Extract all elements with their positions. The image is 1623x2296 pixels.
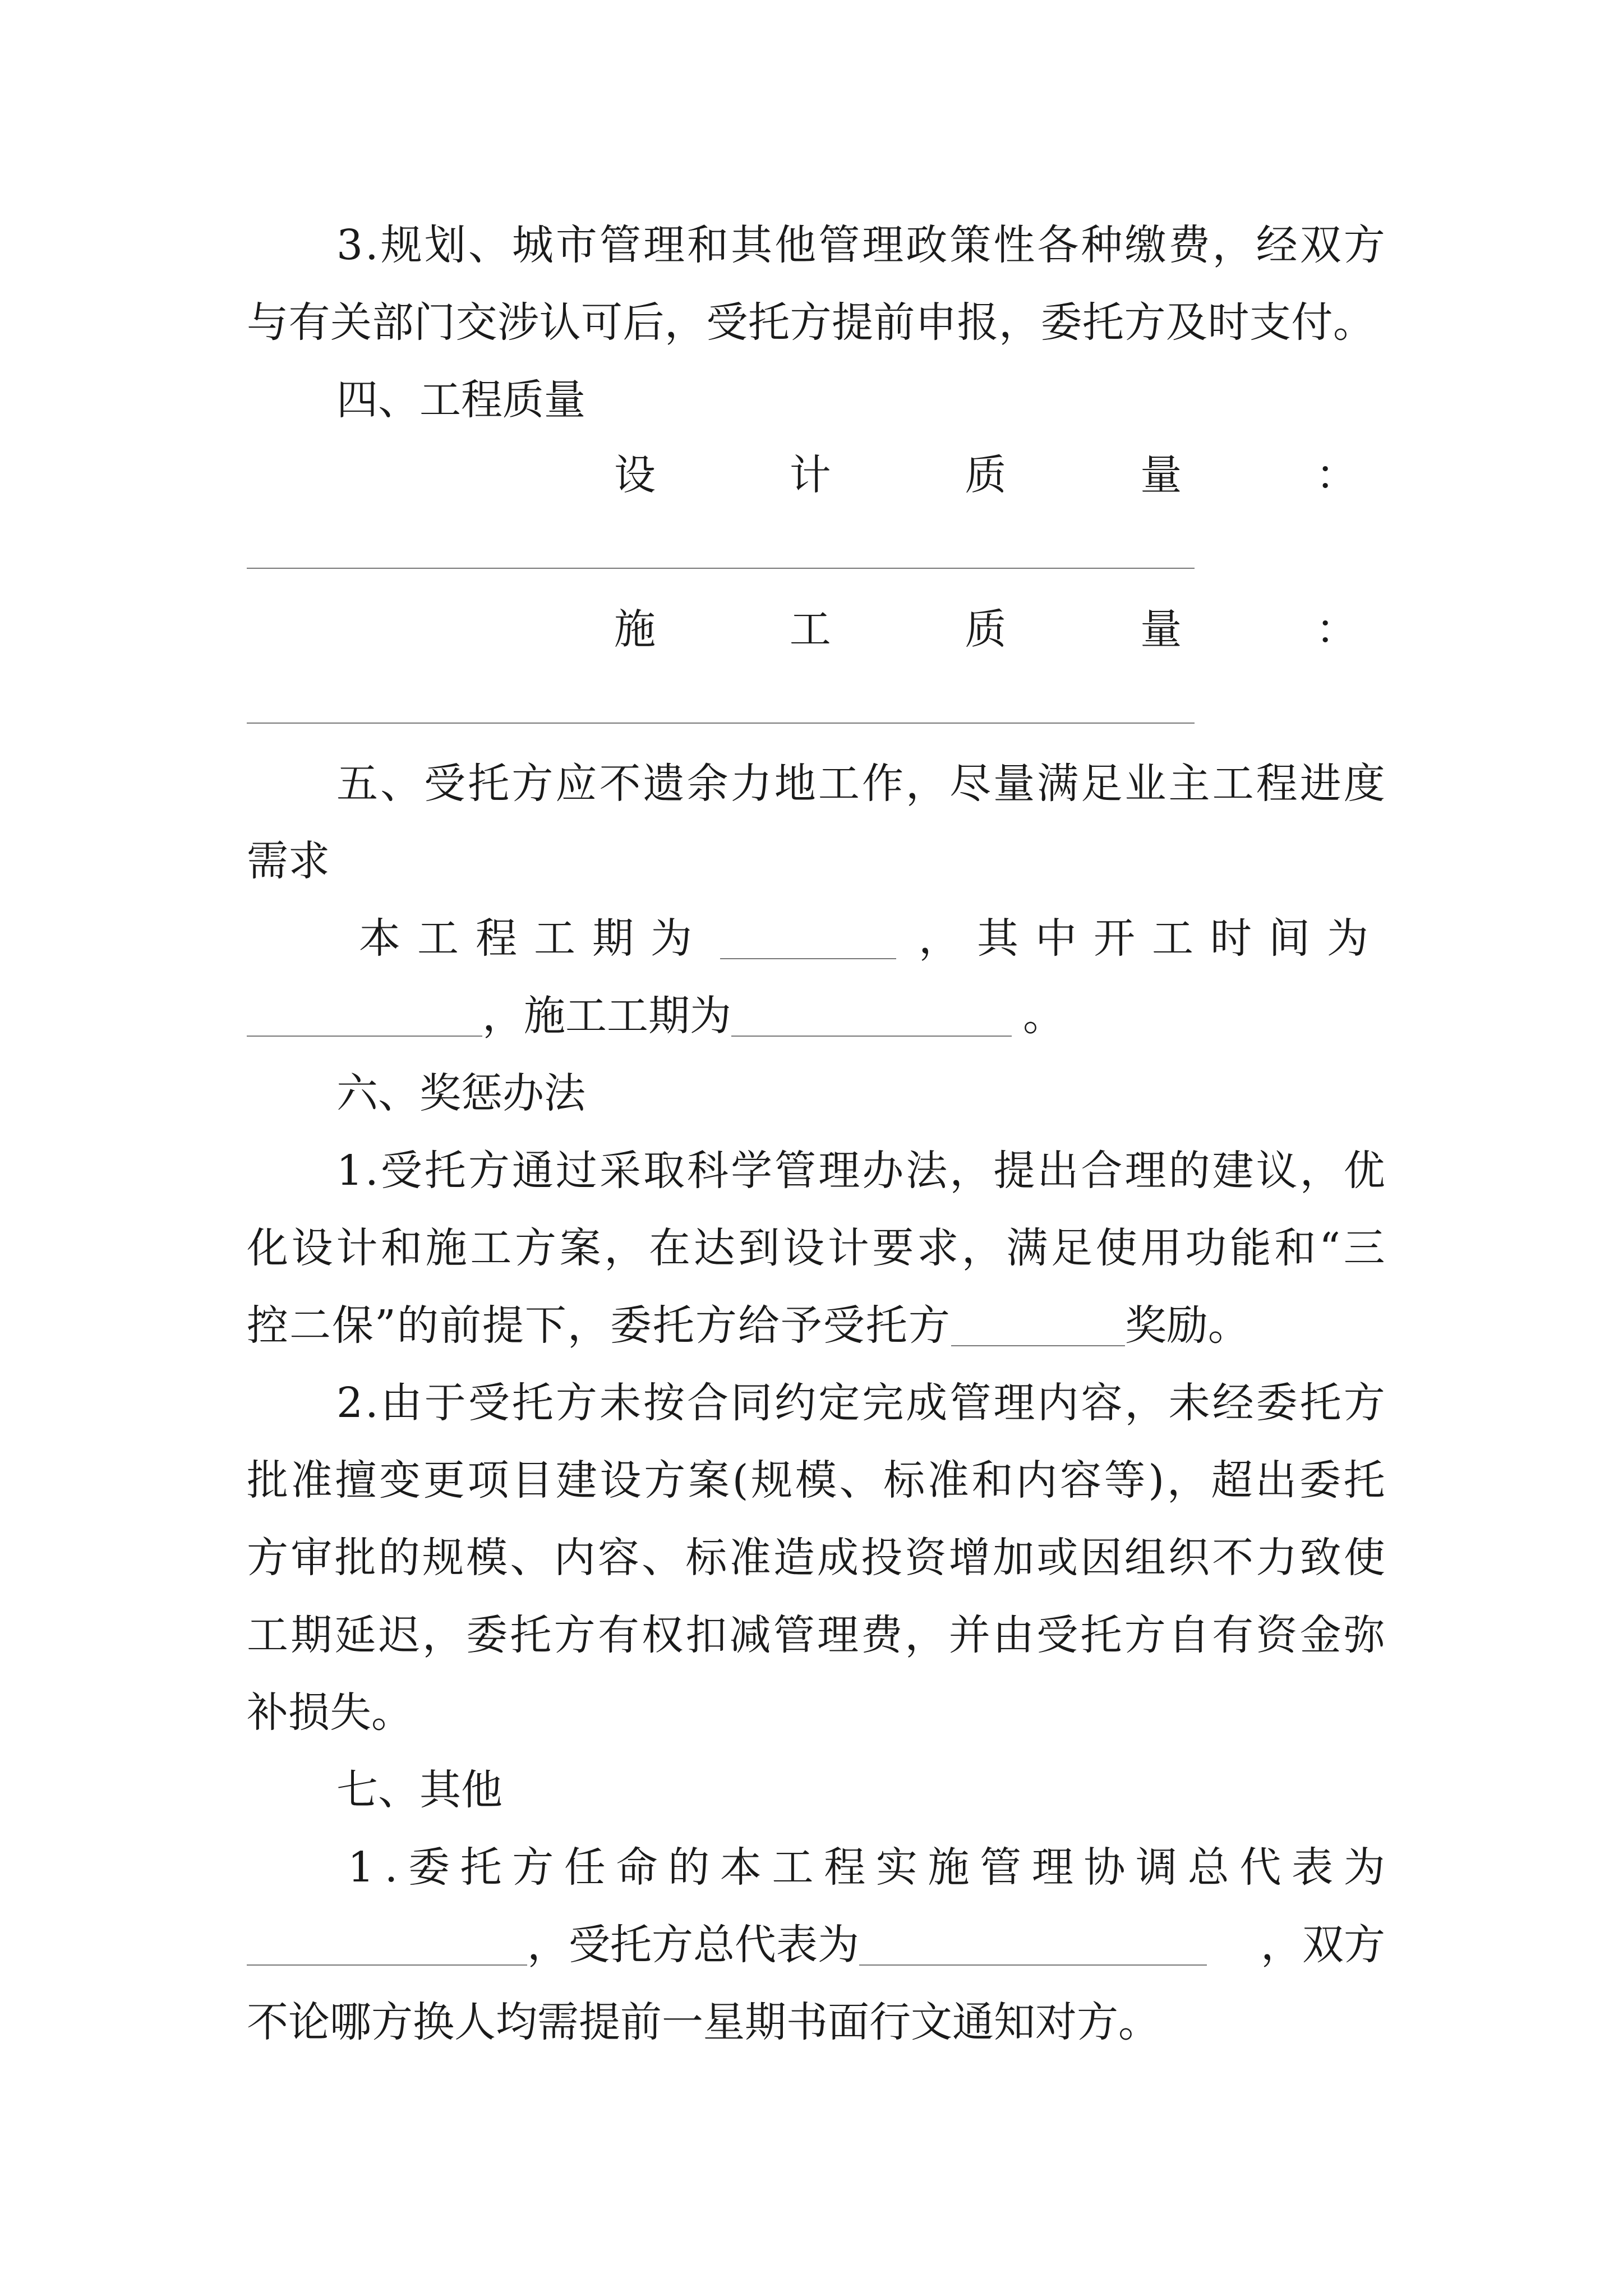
penalty-item-2-line-4: 工 期 延 迟 ， 委 托 方 有 权 扣 减 管 理 费 ， 并 由 受 托 方 自 有 资 金 弥 (247, 1611, 1385, 1659)
other-item-1-tail: ，双方 (1261, 1921, 1385, 1969)
design-quality-char: ： (1316, 451, 1357, 499)
reward-item-1-line-2: 化 设 计 和 施 工 方 案 ， 在 达 到 设 计 要 求 ， 满 足 使 用 功 能 和 “ 三 (247, 1224, 1385, 1272)
reward-text: 控二保”的前提下，委托方给予受托方 (247, 1301, 951, 1350)
penalty-item-2-line-1: 2 . 由 于 受 托 方 未 按 合 同 约 定 完 成 管 理 内 容 ， 未 经 委 托 方 (336, 1379, 1385, 1427)
design-quality-char: 计 (789, 451, 831, 499)
agent-rep-label: ，受托方总代表为 (527, 1921, 859, 1969)
reward-item-1-line-3 (247, 1301, 1249, 1350)
other-item-1-line-3: 不论哪方换人均需提前一星期书面行文通知对方。 (247, 1998, 1160, 2046)
heading-other: 七、其他 (336, 1766, 502, 1814)
penalty-item-2-line-3: 方 审 批 的 规 模 、 内 容 、 标 准 造 成 投 资 增 加 或 因 组 织 不 力 致 使 (247, 1534, 1385, 1582)
principal-rep-blank[interactable] (247, 1930, 527, 1966)
other-item-1-line-2 (247, 1921, 1385, 1969)
reward-blank[interactable] (951, 1310, 1125, 1346)
design-quality-char: 设 (614, 451, 656, 499)
construction-quality-char: 质 (965, 605, 1007, 654)
design-quality-char: 质 (965, 451, 1007, 499)
penalty-item-2-line-2: 批 准 擅 变 更 项 目 建 设 方 案 ( 规 模 、 标 准 和 内 容 等 ) ， 超 出 委 托 (247, 1456, 1385, 1504)
reward-end: 奖励。 (1124, 1301, 1249, 1350)
reward-item-1-line-1: 1 . 受 托 方 通 过 采 取 科 学 管 理 办 法 ， 提 出 合 理 的 建 议 ， 优 (336, 1147, 1385, 1195)
paragraph-schedule-line-2: 需求 (247, 837, 330, 885)
other-item-1-line-1: 1 . 委 托 方 任 命 的 本 工 程 实 施 管 理 协 调 总 代 表 为 (348, 1843, 1385, 1892)
agent-rep-blank[interactable] (859, 1930, 1207, 1966)
design-quality-char: 量 (1140, 451, 1182, 499)
heading-engineering-quality: 四、工程质量 (336, 376, 585, 424)
start-time-blank[interactable] (247, 1001, 482, 1037)
construction-quality-char: 施 (614, 605, 656, 654)
construction-period-blank[interactable] (731, 1001, 1012, 1037)
construction-quality-char: ： (1316, 605, 1357, 654)
period-blank[interactable] (720, 923, 896, 959)
period-end: 。 (1023, 992, 1064, 1040)
period-line-2 (247, 992, 1064, 1040)
design-quality-label (614, 451, 1357, 499)
paragraph-schedule-line-1: 五 、 受 托 方 应 不 遗 余 力 地 工 作 ， 尽 量 满 足 业 主 工 程 进 度 (336, 760, 1385, 808)
penalty-item-2-line-5: 补损失。 (247, 1688, 413, 1737)
period-prefix: 本工程工期为 (359, 914, 709, 963)
start-time-label: ，其中开工时间为 (919, 914, 1385, 963)
construction-quality-char: 工 (789, 605, 831, 654)
construction-period-label: ，施工工期为 (482, 992, 731, 1040)
paragraph-fees-line-2: 与有关部门交涉认可后，受托方提前申报，委托方及时支付。 (247, 298, 1375, 347)
heading-rewards-penalties: 六、奖惩办法 (336, 1069, 585, 1117)
design-quality-blank[interactable] (247, 568, 1195, 569)
construction-quality-char: 量 (1140, 605, 1182, 654)
construction-quality-label (614, 605, 1357, 654)
construction-quality-blank[interactable] (247, 723, 1195, 724)
paragraph-fees-line-1: 3 . 规 划 、 城 市 管 理 和 其 他 管 理 政 策 性 各 种 缴 费 ， 经 双 方 (336, 221, 1385, 269)
period-line-1 (359, 914, 1385, 963)
